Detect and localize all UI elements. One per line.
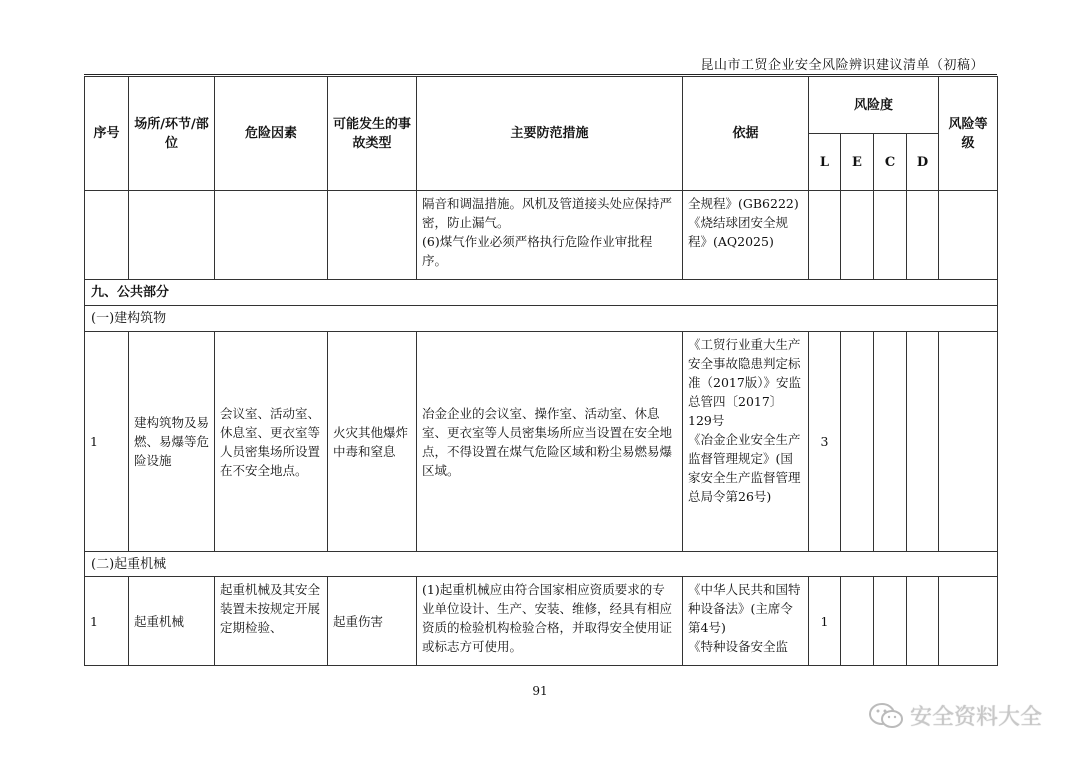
place-cell: 建构筑物及易燃、易爆等危险设施 xyxy=(129,332,215,552)
accident-cell: 起重伤害 xyxy=(328,577,417,666)
header-hazard: 危险因素 xyxy=(215,77,328,191)
table-row xyxy=(85,332,998,552)
header-e: E xyxy=(841,134,874,191)
page-number: 91 xyxy=(532,684,548,698)
hazard-cell: 会议室、活动室、休息室、更衣室等人员密集场所设置在不安全地点。 xyxy=(215,332,328,552)
header-risk-degree: 风险度 xyxy=(809,77,939,134)
header-d: D xyxy=(907,134,939,191)
accident-cell: 火灾其他爆炸中毒和窒息 xyxy=(328,332,417,552)
place-cell: 起重机械 xyxy=(129,577,215,666)
table-row xyxy=(85,577,998,666)
risk-table xyxy=(84,76,998,666)
wechat-icon xyxy=(868,702,904,730)
measures-cell: 冶金企业的会议室、操作室、活动室、休息室、更衣室等人员密集场所应当设置在安全地点，不得设置在煤气危险区域和粉尘易燃易爆区域。 xyxy=(417,332,683,552)
basis-cell: 《中华人民共和国特种设备法》(主席令第4号) 《特种设备安全监 xyxy=(683,577,809,666)
header-accident: 可能发生的事故类型 xyxy=(328,77,417,191)
watermark xyxy=(868,700,1042,731)
header-l: L xyxy=(809,134,841,191)
header-c: C xyxy=(874,134,907,191)
header-measures: 主要防范措施 xyxy=(417,77,683,191)
header-no: 序号 xyxy=(85,77,129,191)
subsection-heading: (二)起重机械 xyxy=(85,552,998,577)
section-heading: 九、公共部分 xyxy=(85,280,998,306)
l-value: 1 xyxy=(809,577,841,666)
basis-cell: 全规程》(GB6222) 《烧结球团安全规程》(AQ2025) xyxy=(683,191,809,280)
header-rule xyxy=(84,74,997,75)
header-risk-level: 风险等级 xyxy=(939,77,998,191)
hazard-cell: 起重机械及其安全装置未按规定开展定期检验、 xyxy=(215,577,328,666)
watermark-text: 安全资料大全 xyxy=(909,705,1042,730)
subsection-heading: (一)建构筑物 xyxy=(85,306,998,332)
table-row xyxy=(85,191,998,280)
document-title: 昆山市工贸企业安全风险辨识建议清单（初稿） xyxy=(700,58,984,73)
basis-cell: 《工贸行业重大生产安全事故隐患判定标准（2017版）》安监总管四〔2017〕129号 《冶金企业安全生产监督管理规定》(国家安全生产监督管理总局令第26号) xyxy=(683,332,809,552)
row-number: 1 xyxy=(85,332,129,552)
row-number: 1 xyxy=(85,577,129,666)
l-value: 3 xyxy=(809,332,841,552)
measures-cell: (1)起重机械应由符合国家相应资质要求的专业单位设计、生产、安装、维修，经具有相应资质的检验机构检验合格，并取得安全使用证或标志方可使用。 xyxy=(417,577,683,666)
header-basis: 依据 xyxy=(683,77,809,191)
measures-cell: 隔音和调温措施。风机及管道接头处应保持严密，防止漏气。 (6)煤气作业必须严格执行危险作业审批程序。 xyxy=(417,191,683,280)
header-place: 场所/环节/部位 xyxy=(129,77,215,191)
